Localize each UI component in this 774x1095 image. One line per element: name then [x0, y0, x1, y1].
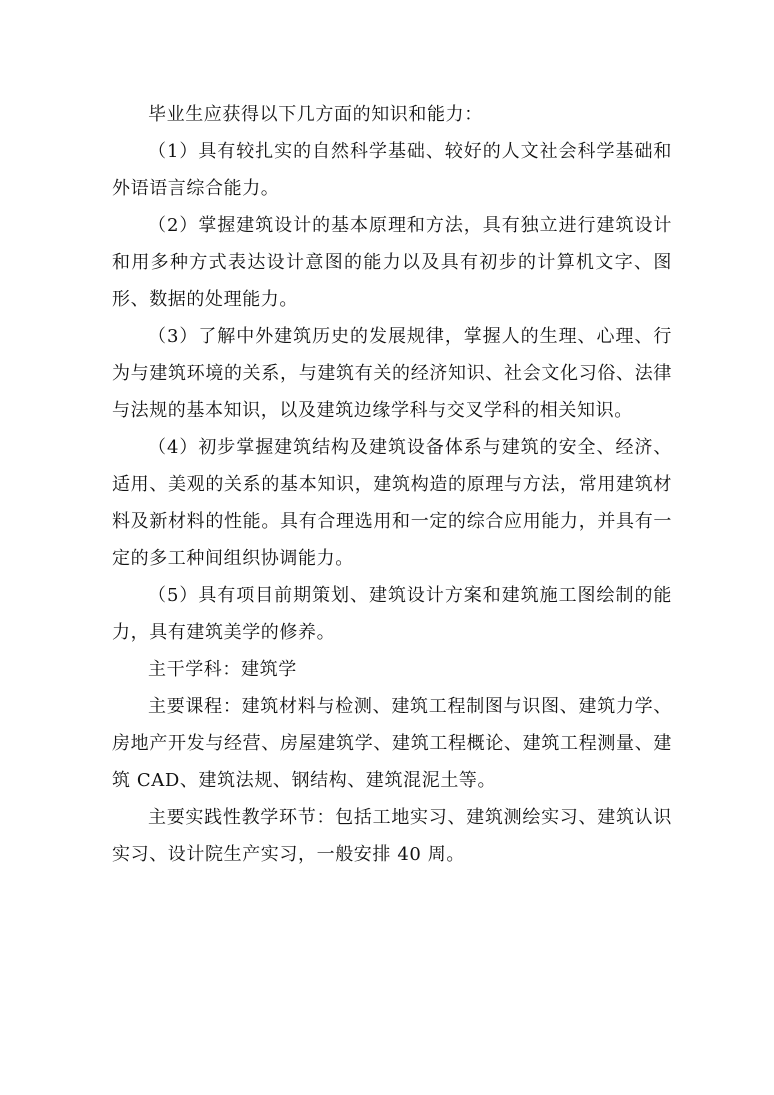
- document-body: [112, 96, 672, 873]
- paragraph-main-courses: 主要课程：建筑材料与检测、建筑工程制图与识图、建筑力学、房地产开发与经营、房屋建筑学、建筑工程概论、建筑工程测量、建筑 CAD、建筑法规、钢结构、建筑混泥土等。: [112, 696, 672, 791]
- paragraph-item-4: （4）初步掌握建筑结构及建筑设备体系与建筑的安全、经济、适用、美观的关系的基本知识，建筑构造的原理与方法，常用建筑材料及新材料的性能。具有合理选用和一定的综合应用能力，并具有一定的多工种间组织协调能力。: [112, 437, 672, 569]
- paragraph-item-2: （2）掌握建筑设计的基本原理和方法，具有独立进行建筑设计和用多种方式表达设计意图的能力以及具有初步的计算机文字、图形、数据的处理能力。: [112, 215, 672, 310]
- paragraph-practice: 主要实践性教学环节：包括工地实习、建筑测绘实习、建筑认识实习、设计院生产实习，一般安排 40 周。: [112, 807, 672, 865]
- paragraph-main-discipline: 主干学科：建筑学: [148, 659, 297, 680]
- paragraph-item-1: （1）具有较扎实的自然科学基础、较好的人文社会科学基础和外语语言综合能力。: [112, 141, 672, 199]
- paragraph-item-5: （5）具有项目前期策划、建筑设计方案和建筑施工图绘制的能力，具有建筑美学的修养。: [112, 585, 672, 643]
- paragraph-item-3: （3）了解中外建筑历史的发展规律，掌握人的生理、心理、行为与建筑环境的关系，与建筑有关的经济知识、社会文化习俗、法律与法规的基本知识，以及建筑边缘学科与交叉学科的相关知识。: [112, 326, 672, 421]
- paragraph-intro: 毕业生应获得以下几方面的知识和能力：: [148, 104, 483, 125]
